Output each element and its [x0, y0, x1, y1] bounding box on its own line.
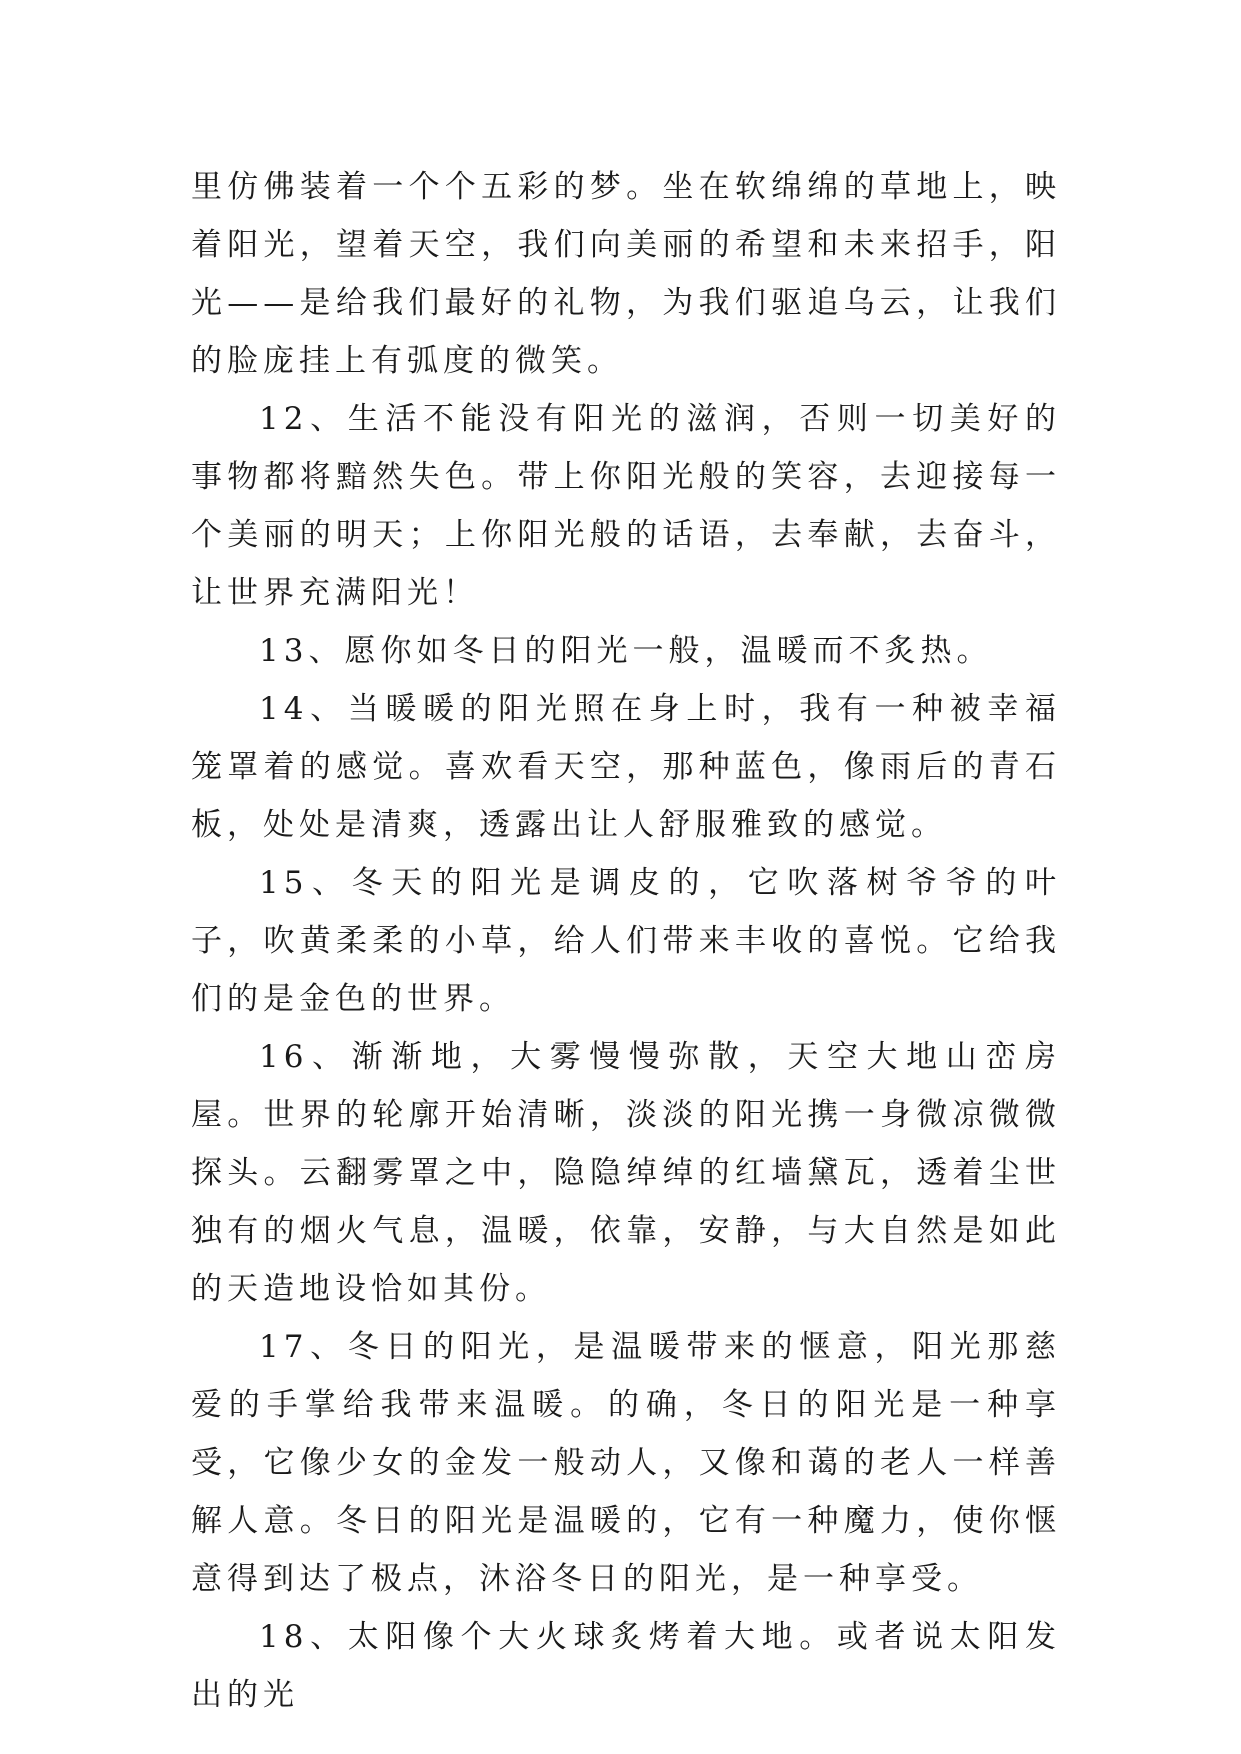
paragraph-16: 16、渐渐地，大雾慢慢弥散，天空大地山峦房屋。世界的轮廓开始清晰，淡淡的阳光携一身微凉微微探头。云翻雾罩之中，隐隐绰绰的红墙黛瓦，透着尘世独有的烟火气息，温暖，依靠，安静，与大自然是如此的天造地设恰如其份。 [191, 1039, 1061, 1307]
paragraph-12: 12、生活不能没有阳光的滋润，否则一切美好的事物都将黯然失色。带上你阳光般的笑容，去迎接每一个美丽的明天；上你阳光般的话语，去奉献，去奋斗，让世界充满阳光！ [191, 401, 1061, 611]
paragraph-continuation: 里仿佛装着一个个五彩的梦。坐在软绵绵的草地上，映着阳光，望着天空，我们向美丽的希望和未来招手，阳光——是给我们最好的礼物，为我们驱追乌云，让我们的脸庞挂上有弧度的微笑。 [191, 169, 1061, 379]
document-body [191, 158, 1061, 1724]
paragraph-18: 18、太阳像个大火球炙烤着大地。或者说太阳发出的光 [191, 1619, 1061, 1713]
paragraph-17: 17、冬日的阳光，是温暖带来的惬意，阳光那慈爱的手掌给我带来温暖。的确，冬日的阳光是一种享受，它像少女的金发一般动人，又像和蔼的老人一样善解人意。冬日的阳光是温暖的，它有一种魔力，使你惬意得到达了极点，沐浴冬日的阳光，是一种享受。 [191, 1329, 1061, 1597]
paragraph-13: 13、愿你如冬日的阳光一般，温暖而不炙热。 [259, 633, 993, 669]
paragraph-14: 14、当暖暖的阳光照在身上时，我有一种被幸福笼罩着的感觉。喜欢看天空，那种蓝色，像雨后的青石板，处处是清爽，透露出让人舒服雅致的感觉。 [191, 691, 1061, 843]
paragraph-15: 15、冬天的阳光是调皮的，它吹落树爷爷的叶子，吹黄柔柔的小草，给人们带来丰收的喜悦。它给我们的是金色的世界。 [191, 865, 1061, 1017]
